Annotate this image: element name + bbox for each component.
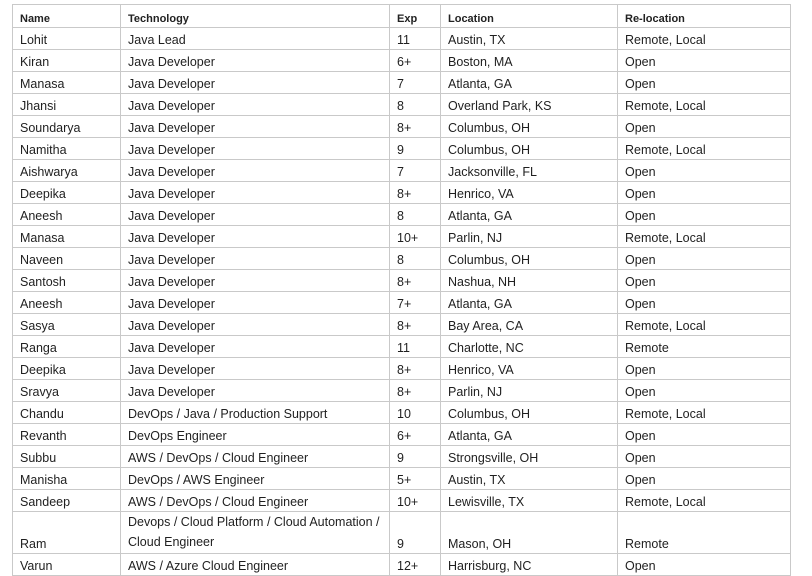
cell-technology: DevOps / AWS Engineer (121, 468, 390, 490)
cell-exp: 12+ (390, 554, 441, 576)
table-row (13, 248, 791, 270)
cell-relocation: Open (618, 248, 791, 270)
cell-location: Atlanta, GA (441, 72, 618, 94)
table-row (13, 468, 791, 490)
table-row (13, 336, 791, 358)
cell-location: Parlin, NJ (441, 380, 618, 402)
cell-technology: Java Developer (121, 314, 390, 336)
cell-exp: 8 (390, 94, 441, 116)
cell-technology: Java Developer (121, 138, 390, 160)
cell-relocation: Open (618, 468, 791, 490)
cell-location: Atlanta, GA (441, 292, 618, 314)
cell-name: Santosh (13, 270, 121, 292)
cell-name: Manasa (13, 226, 121, 248)
cell-location: Austin, TX (441, 28, 618, 50)
cell-name: Sasya (13, 314, 121, 336)
cell-relocation: Remote, Local (618, 402, 791, 424)
cell-location: Columbus, OH (441, 138, 618, 160)
table-row (13, 182, 791, 204)
cell-location: Columbus, OH (441, 116, 618, 138)
cell-name: Lohit (13, 28, 121, 50)
table-row (13, 116, 791, 138)
cell-name: Kiran (13, 50, 121, 72)
cell-relocation: Remote, Local (618, 138, 791, 160)
cell-name: Chandu (13, 402, 121, 424)
cell-name: Varun (13, 554, 121, 576)
cell-name: Subbu (13, 446, 121, 468)
table-row (13, 512, 791, 554)
table-row (13, 402, 791, 424)
table-row (13, 424, 791, 446)
cell-relocation: Open (618, 424, 791, 446)
cell-relocation: Open (618, 292, 791, 314)
cell-name: Deepika (13, 358, 121, 380)
cell-location: Harrisburg, NC (441, 554, 618, 576)
cell-name: Deepika (13, 182, 121, 204)
cell-technology: Java Developer (121, 292, 390, 314)
cell-name: Manasa (13, 72, 121, 94)
cell-relocation: Remote (618, 336, 791, 358)
cell-exp: 9 (390, 138, 441, 160)
cell-location: Nashua, NH (441, 270, 618, 292)
header-relocation: Re-location (618, 5, 791, 28)
cell-location: Henrico, VA (441, 358, 618, 380)
cell-technology: AWS / Azure Cloud Engineer (121, 554, 390, 576)
cell-name: Aneesh (13, 204, 121, 226)
cell-exp: 8+ (390, 116, 441, 138)
cell-exp: 6+ (390, 424, 441, 446)
cell-location: Charlotte, NC (441, 336, 618, 358)
cell-exp: 8 (390, 204, 441, 226)
cell-exp: 11 (390, 28, 441, 50)
cell-location: Columbus, OH (441, 248, 618, 270)
table-body (13, 28, 791, 576)
cell-exp: 8+ (390, 182, 441, 204)
cell-name: Ranga (13, 336, 121, 358)
cell-exp: 7 (390, 72, 441, 94)
cell-location: Mason, OH (441, 512, 618, 554)
cell-location: Henrico, VA (441, 182, 618, 204)
cell-location: Parlin, NJ (441, 226, 618, 248)
cell-relocation: Open (618, 204, 791, 226)
cell-technology: Java Developer (121, 204, 390, 226)
cell-relocation: Open (618, 50, 791, 72)
cell-location: Jacksonville, FL (441, 160, 618, 182)
table-row (13, 204, 791, 226)
cell-exp: 7+ (390, 292, 441, 314)
cell-relocation: Open (618, 160, 791, 182)
cell-relocation: Open (618, 116, 791, 138)
cell-relocation: Open (618, 270, 791, 292)
cell-technology: AWS / DevOps / Cloud Engineer (121, 446, 390, 468)
cell-relocation: Remote, Local (618, 226, 791, 248)
candidate-table (12, 4, 791, 576)
table-row (13, 270, 791, 292)
cell-name: Ram (13, 512, 121, 554)
cell-relocation: Open (618, 182, 791, 204)
cell-technology: Java Developer (121, 226, 390, 248)
cell-exp: 6+ (390, 50, 441, 72)
table-row (13, 94, 791, 116)
cell-exp: 10 (390, 402, 441, 424)
cell-name: Revanth (13, 424, 121, 446)
cell-location: Overland Park, KS (441, 94, 618, 116)
cell-relocation: Remote, Local (618, 314, 791, 336)
cell-technology: Java Developer (121, 116, 390, 138)
table-row (13, 490, 791, 512)
cell-name: Sravya (13, 380, 121, 402)
cell-exp: 11 (390, 336, 441, 358)
header-exp: Exp (390, 5, 441, 28)
cell-technology: Java Developer (121, 72, 390, 94)
candidate-table-container (12, 4, 790, 576)
cell-technology: Java Developer (121, 336, 390, 358)
table-row (13, 226, 791, 248)
cell-technology: DevOps / Java / Production Support (121, 402, 390, 424)
table-row (13, 358, 791, 380)
cell-technology: DevOps Engineer (121, 424, 390, 446)
cell-technology: Java Developer (121, 94, 390, 116)
cell-exp: 8 (390, 248, 441, 270)
cell-technology: Java Developer (121, 50, 390, 72)
cell-exp: 8+ (390, 380, 441, 402)
cell-location: Boston, MA (441, 50, 618, 72)
table-row (13, 314, 791, 336)
cell-relocation: Remote, Local (618, 28, 791, 50)
cell-exp: 5+ (390, 468, 441, 490)
cell-exp: 8+ (390, 314, 441, 336)
cell-relocation: Open (618, 358, 791, 380)
cell-relocation: Remote, Local (618, 490, 791, 512)
cell-technology: Devops / Cloud Platform / Cloud Automation / Cloud Engineer (121, 512, 390, 554)
cell-location: Strongsville, OH (441, 446, 618, 468)
table-row (13, 446, 791, 468)
cell-relocation: Open (618, 446, 791, 468)
table-row (13, 292, 791, 314)
table-row (13, 72, 791, 94)
header-row (13, 5, 791, 28)
table-row (13, 138, 791, 160)
cell-exp: 8+ (390, 270, 441, 292)
table-row (13, 50, 791, 72)
table-row (13, 380, 791, 402)
cell-location: Columbus, OH (441, 402, 618, 424)
table-row (13, 28, 791, 50)
cell-technology: Java Developer (121, 358, 390, 380)
cell-exp: 7 (390, 160, 441, 182)
cell-location: Atlanta, GA (441, 424, 618, 446)
cell-name: Jhansi (13, 94, 121, 116)
cell-location: Austin, TX (441, 468, 618, 490)
header-technology: Technology (121, 5, 390, 28)
cell-exp: 10+ (390, 226, 441, 248)
cell-technology: AWS / DevOps / Cloud Engineer (121, 490, 390, 512)
cell-technology: Java Developer (121, 248, 390, 270)
cell-relocation: Remote, Local (618, 94, 791, 116)
cell-technology: Java Developer (121, 270, 390, 292)
header-location: Location (441, 5, 618, 28)
cell-location: Bay Area, CA (441, 314, 618, 336)
cell-relocation: Open (618, 554, 791, 576)
cell-location: Lewisville, TX (441, 490, 618, 512)
cell-relocation: Remote (618, 512, 791, 554)
cell-technology: Java Developer (121, 182, 390, 204)
table-row (13, 160, 791, 182)
cell-exp: 8+ (390, 358, 441, 380)
cell-name: Aneesh (13, 292, 121, 314)
cell-technology: Java Developer (121, 160, 390, 182)
cell-relocation: Open (618, 380, 791, 402)
cell-technology: Java Developer (121, 380, 390, 402)
cell-name: Manisha (13, 468, 121, 490)
cell-name: Sandeep (13, 490, 121, 512)
cell-name: Soundarya (13, 116, 121, 138)
cell-exp: 9 (390, 512, 441, 554)
cell-name: Naveen (13, 248, 121, 270)
cell-exp: 10+ (390, 490, 441, 512)
cell-location: Atlanta, GA (441, 204, 618, 226)
cell-relocation: Open (618, 72, 791, 94)
header-name: Name (13, 5, 121, 28)
cell-name: Namitha (13, 138, 121, 160)
cell-exp: 9 (390, 446, 441, 468)
cell-technology: Java Lead (121, 28, 390, 50)
table-row (13, 554, 791, 576)
cell-name: Aishwarya (13, 160, 121, 182)
